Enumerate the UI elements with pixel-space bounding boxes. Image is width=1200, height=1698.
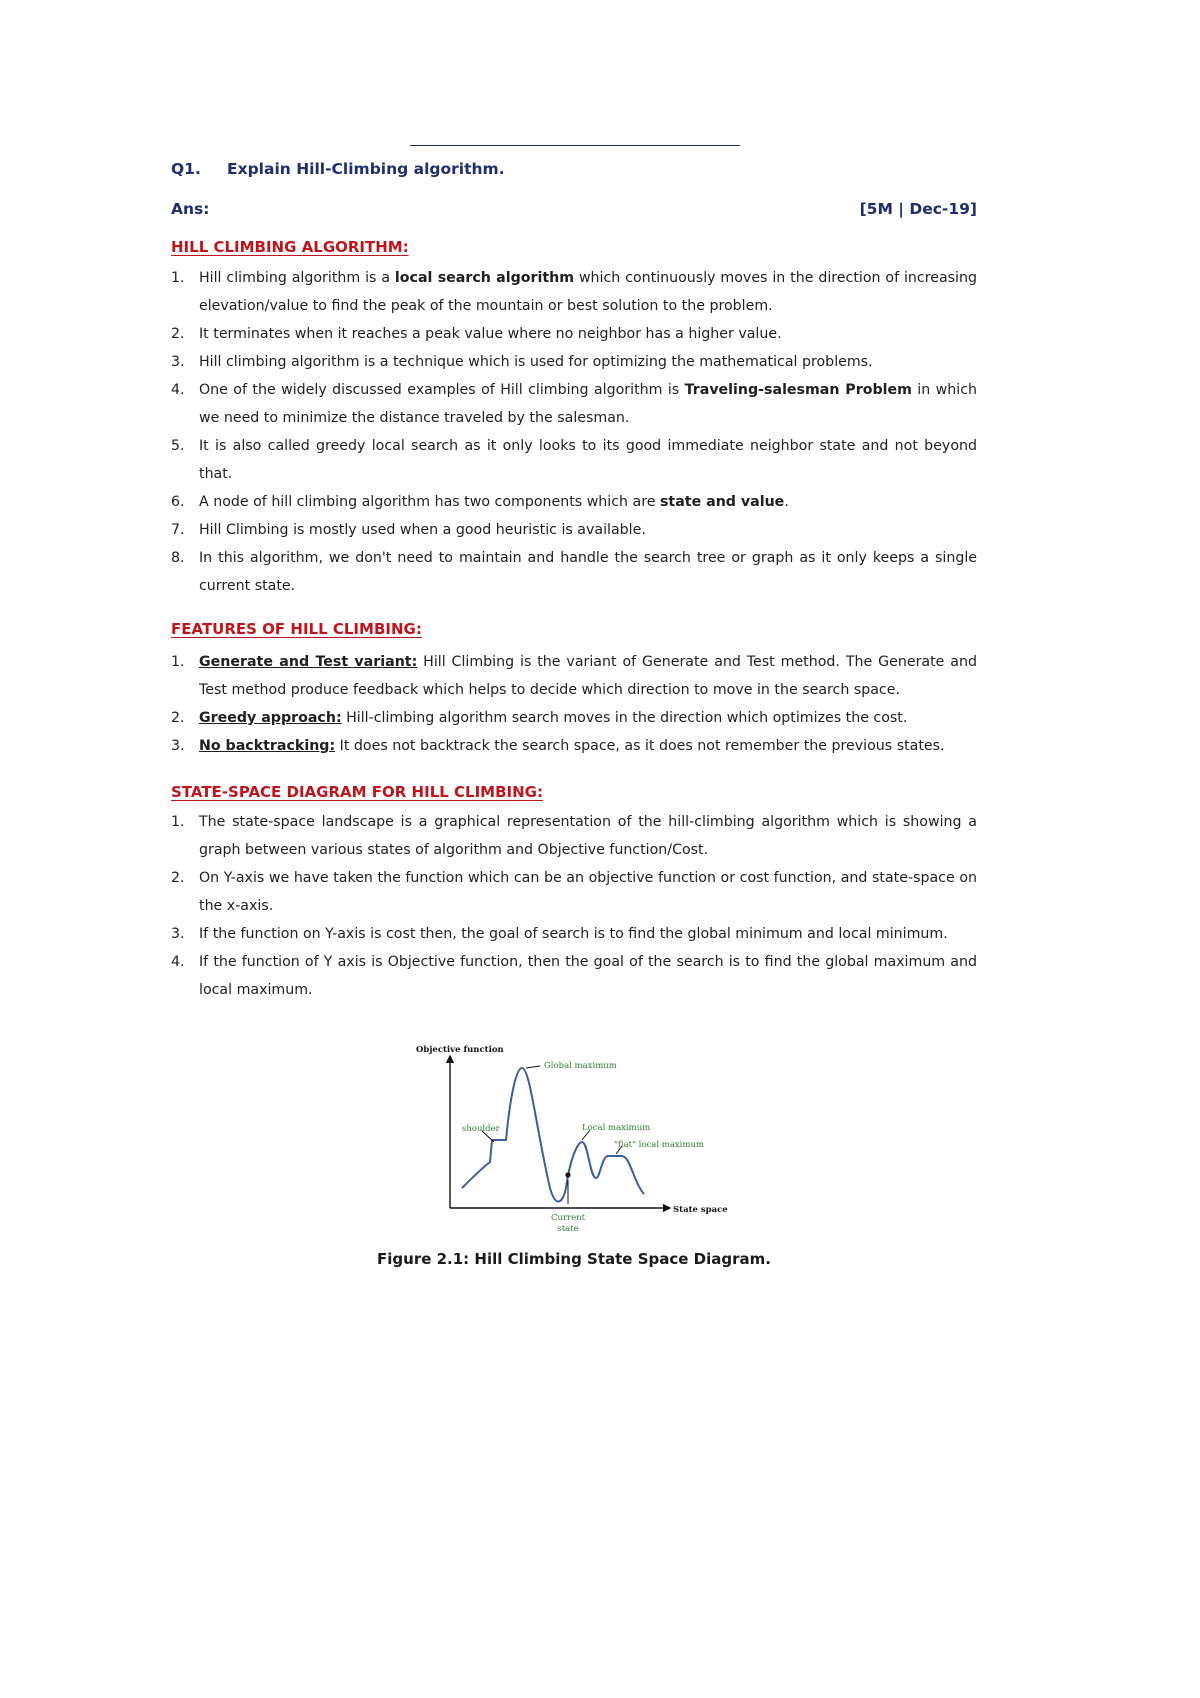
- section-title-hill-climbing: HILL CLIMBING ALGORITHM:: [171, 238, 409, 256]
- current-state-label-line2: state: [557, 1224, 579, 1234]
- list-number: 1.: [171, 270, 185, 286]
- feature-text: Hill Climbing is the variant of Generate and Test method. The Generate and Test method produce feedback which helps to decide which direction to move in the search space.: [199, 654, 977, 698]
- list-item: [171, 432, 977, 488]
- item-text-tail: .: [784, 494, 789, 510]
- figure-caption: Figure 2.1: Hill Climbing State Space Diagram.: [377, 1250, 771, 1268]
- state-space-item: [171, 948, 977, 1004]
- marks-badge: [5M | Dec-19]: [859, 200, 977, 218]
- feature-item: [171, 732, 977, 760]
- state-space-item: [171, 808, 977, 864]
- answer-label: Ans:: [171, 200, 210, 218]
- y-axis-label: Objective function: [416, 1045, 504, 1055]
- current-state-dot: [565, 1172, 570, 1177]
- flat-local-maximum-label: "flat" local maximum: [614, 1140, 704, 1150]
- list-number: 3.: [171, 354, 185, 370]
- global-maximum-label: Global maximum: [544, 1061, 617, 1071]
- list-number: 8.: [171, 550, 185, 566]
- feature-lead: No backtracking:: [199, 738, 336, 754]
- feature-lead: Greedy approach:: [199, 710, 342, 726]
- list-item: [171, 320, 977, 348]
- item-text: If the function of Y axis is Objective function, then the goal of the search is to find the global maximum and local maximum.: [199, 954, 977, 998]
- item-text: It terminates when it reaches a peak value where no neighbor has a higher value.: [199, 326, 782, 342]
- list-item: [171, 544, 977, 600]
- list-item: [171, 264, 977, 320]
- item-text: A node of hill climbing algorithm has two components which are: [199, 494, 660, 510]
- list-number: 1.: [171, 654, 185, 670]
- item-text: Hill Climbing is mostly used when a good heuristic is available.: [199, 522, 646, 538]
- item-text: The state-space landscape is a graphical representation of the hill-climbing algorithm which is showing a graph between various states of algorithm and Objective function/Cost.: [199, 814, 977, 858]
- item-bold-text: Traveling-salesman Problem: [684, 382, 912, 398]
- list-item: [171, 348, 977, 376]
- list-number: 2.: [171, 870, 185, 886]
- list-number: 4.: [171, 382, 185, 398]
- list-number: 3.: [171, 738, 185, 754]
- section-title-state-space: STATE-SPACE DIAGRAM FOR HILL CLIMBING:: [171, 783, 543, 801]
- features-list: [171, 648, 977, 760]
- current-state-label-line1: Current: [550, 1213, 586, 1223]
- list-number: 5.: [171, 438, 185, 454]
- global-max-pointer: [526, 1066, 540, 1068]
- item-text: Hill climbing algorithm is a technique which is used for optimizing the mathematical problems.: [199, 354, 873, 370]
- top-divider-line: [410, 145, 740, 146]
- feature-item: [171, 648, 977, 704]
- state-space-item: [171, 864, 977, 920]
- list-number: 2.: [171, 710, 185, 726]
- list-number: 4.: [171, 954, 185, 970]
- feature-lead: Generate and Test variant:: [199, 654, 418, 670]
- local-maximum-label: Local maximum: [582, 1123, 651, 1133]
- item-bold-text: local search algorithm: [394, 270, 575, 286]
- item-text: On Y-axis we have taken the function which can be an objective function or cost function, and state-space on the x-axis.: [199, 870, 977, 914]
- list-number: 1.: [171, 814, 185, 830]
- item-text-tail: which continuously moves in the direction of increasing elevation/value to find the peak of the mountain or best solution to the problem.: [199, 270, 977, 314]
- state-space-item: [171, 920, 977, 948]
- item-text: If the function on Y-axis is cost then, the goal of search is to find the global minimum and local minimum.: [199, 926, 948, 942]
- list-number: 3.: [171, 926, 185, 942]
- item-text: Hill climbing algorithm is a: [199, 270, 395, 286]
- section-title-features: FEATURES OF HILL CLIMBING:: [171, 620, 422, 638]
- item-text: One of the widely discussed examples of Hill climbing algorithm is: [199, 382, 685, 398]
- objective-curve: [462, 1068, 644, 1202]
- list-number: 7.: [171, 522, 185, 538]
- state-space-diagram: [410, 1038, 740, 1238]
- item-text: In this algorithm, we don't need to maintain and handle the search tree or graph as it only keeps a single current state.: [199, 550, 977, 594]
- feature-item: [171, 704, 977, 732]
- question-text: Explain Hill-Climbing algorithm.: [227, 160, 505, 178]
- list-item: [171, 376, 977, 432]
- item-text-tail: in which we need to minimize the distance traveled by the salesman.: [199, 382, 977, 426]
- list-item: [171, 516, 977, 544]
- x-axis-label: State space: [673, 1205, 728, 1215]
- list-item: [171, 488, 977, 516]
- question-heading: [171, 160, 505, 178]
- shoulder-label: shoulder: [462, 1124, 500, 1134]
- item-text: It is also called greedy local search as it only looks to its good immediate neighbor state and not beyond that.: [199, 438, 977, 482]
- feature-text: Hill-climbing algorithm search moves in the direction which optimizes the cost.: [341, 710, 908, 726]
- question-number: Q1.: [171, 160, 201, 178]
- hill-climbing-list: [171, 264, 977, 600]
- list-number: 6.: [171, 494, 185, 510]
- item-bold-text: state and value: [659, 494, 785, 510]
- feature-text: It does not backtrack the search space, as it does not remember the previous states.: [335, 738, 945, 754]
- answer-row: [171, 200, 977, 218]
- list-number: 2.: [171, 326, 185, 342]
- state-space-list: [171, 808, 977, 1004]
